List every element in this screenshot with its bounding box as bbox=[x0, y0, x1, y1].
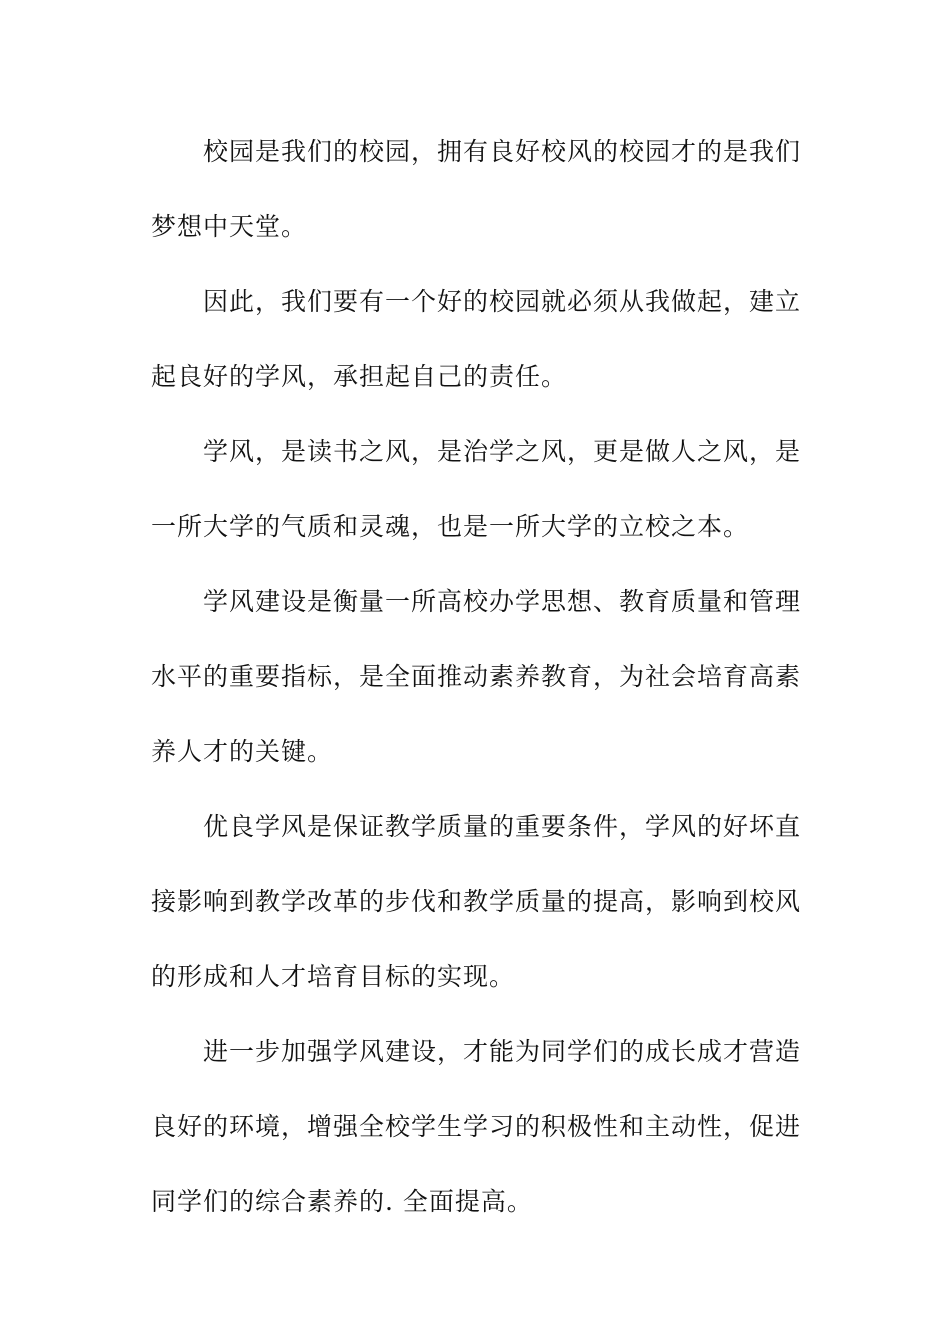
paragraph-1 bbox=[151, 114, 801, 264]
paragraph-2 bbox=[151, 264, 801, 414]
paragraph-line: 校园是我们的校园，拥有良好校风的校园才的是我们 bbox=[203, 137, 802, 166]
paragraph-line: 的形成和人才培育目标的实现。 bbox=[151, 962, 516, 991]
paragraph-line: 因此，我们要有一个好的校园就必须从我做起，建立 bbox=[203, 287, 802, 316]
paragraph-line: 起良好的学风，承担起自己的责任。 bbox=[151, 362, 568, 391]
paragraph-line: 一所大学的气质和灵魂，也是一所大学的立校之本。 bbox=[151, 512, 750, 541]
paragraph-line: 水平的重要指标，是全面推动素养教育，为社会培育高素 bbox=[151, 662, 802, 691]
paragraph-3 bbox=[151, 414, 801, 564]
paragraph-line: 优良学风是保证教学质量的重要条件，学风的好坏直 bbox=[203, 812, 802, 841]
paragraph-line: 良好的环境，增强全校学生学习的积极性和主动性，促进 bbox=[151, 1112, 802, 1141]
paragraph-line: 学风，是读书之风，是治学之风，更是做人之风，是 bbox=[203, 437, 802, 466]
paragraph-line: 同学们的综合素养的. 全面提高。 bbox=[151, 1187, 533, 1216]
document-body bbox=[151, 114, 801, 1239]
paragraph-6 bbox=[151, 1014, 801, 1239]
paragraph-line: 养人才的关键。 bbox=[151, 737, 334, 766]
paragraph-4 bbox=[151, 564, 801, 789]
paragraph-line: 梦想中天堂。 bbox=[151, 212, 308, 241]
paragraph-line: 接影响到教学改革的步伐和教学质量的提高，影响到校风 bbox=[151, 887, 802, 916]
paragraph-5 bbox=[151, 789, 801, 1014]
paragraph-line: 进一步加强学风建设，才能为同学们的成长成才营造 bbox=[203, 1037, 802, 1066]
paragraph-line: 学风建设是衡量一所高校办学思想、教育质量和管理 bbox=[203, 587, 802, 616]
